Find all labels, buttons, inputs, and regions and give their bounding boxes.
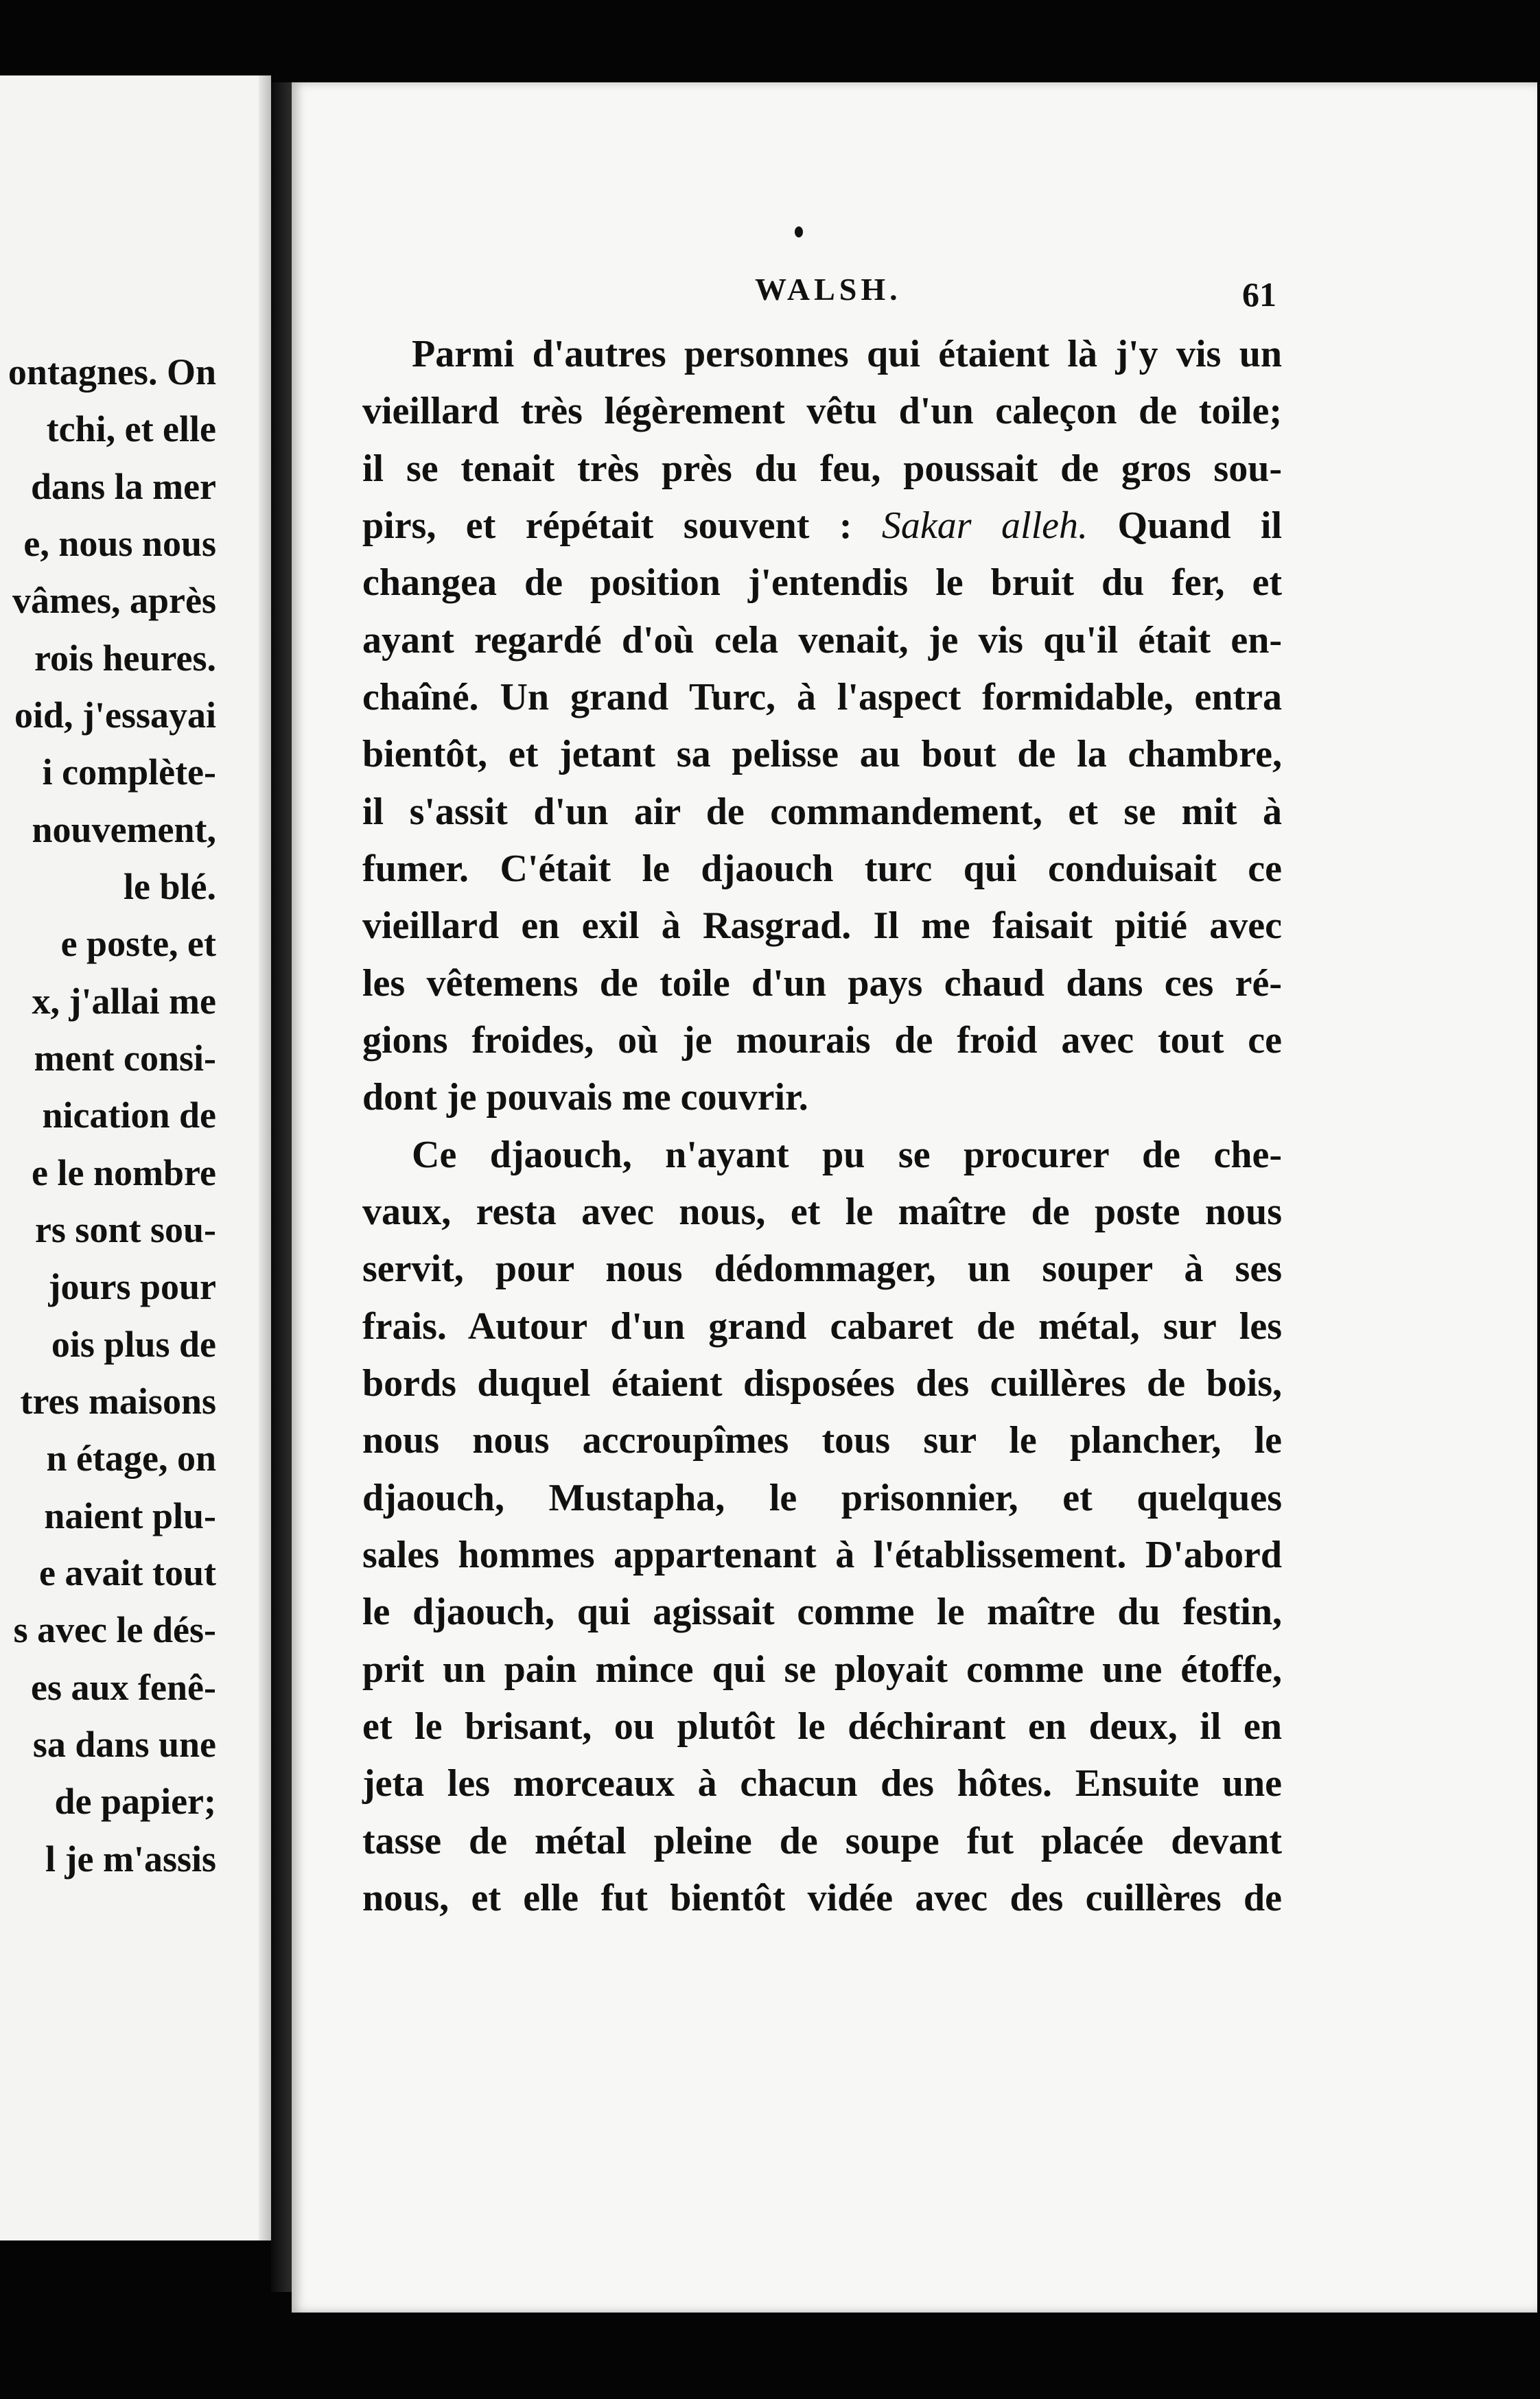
left-page-line: ontagnes. On xyxy=(8,351,216,393)
left-page-line: tchi, et elle xyxy=(46,408,216,449)
left-page-line: n étage, on xyxy=(46,1438,216,1479)
left-page-line: x, j'allai me xyxy=(32,981,216,1022)
body-text-line: et le brisant, ou plutôt le déchirant en deux, il en xyxy=(362,1705,1282,1748)
body-text-line: il se tenait très près du feu, poussait de gros sou- xyxy=(362,447,1282,490)
body-text-line: bords duquel étaient disposées des cuillères de bois, xyxy=(362,1362,1282,1405)
body-text-line: servit, pour nous dédommager, un souper à ses xyxy=(362,1248,1282,1290)
body-text-line: sales hommes appartenant à l'établissement. D'abord xyxy=(362,1534,1282,1576)
left-page-line: s avec le dés- xyxy=(13,1609,216,1650)
body-text-line: changea de position j'entendis le bruit du fer, et xyxy=(362,561,1282,604)
body-text-line: frais. Autour d'un grand cabaret de métal, sur les xyxy=(362,1305,1282,1348)
left-page-line: es aux fenê- xyxy=(31,1667,216,1708)
body-text-line: Ce djaouch, n'ayant pu se procurer de che- xyxy=(412,1134,1282,1176)
page-gutter-shadow xyxy=(259,75,271,2240)
left-page-line: e poste, et xyxy=(60,923,216,964)
left-page-line: vâmes, après xyxy=(12,580,216,621)
body-text-line: vieillard très légèrement vêtu d'un caleçon de toile; xyxy=(362,390,1282,432)
italic-phrase: Sakar alleh. xyxy=(881,504,1088,547)
page-number: 61 xyxy=(1242,275,1276,314)
body-text-line: jeta les morceaux à chacun des hôtes. Ensuite une xyxy=(362,1762,1282,1805)
left-page-line: nication de xyxy=(42,1095,216,1136)
body-text-line: chaîné. Un grand Turc, à l'aspect formidable, entra xyxy=(362,676,1282,718)
left-page-line: i complète- xyxy=(42,751,216,793)
body-text-line: Parmi d'autres personnes qui étaient là j'y vis un xyxy=(412,333,1282,375)
body-text-line: il s'assit d'un air de commandement, et se mit à xyxy=(362,791,1282,833)
body-text-line: nous, et elle fut bientôt vidée avec des cuillères de xyxy=(362,1877,1282,1919)
left-page-line: ois plus de xyxy=(51,1324,216,1365)
left-page-line: rois heures. xyxy=(34,637,216,679)
body-text-line: bientôt, et jetant sa pelisse au bout de la chambre, xyxy=(362,733,1282,775)
left-page-line: ment consi- xyxy=(34,1038,216,1079)
left-page-line: rs sont sou- xyxy=(34,1209,216,1250)
body-text-line: dont je pouvais me couvrir. xyxy=(362,1076,808,1119)
body-text-line: djaouch, Mustapha, le prisonnier, et quelques xyxy=(362,1477,1282,1519)
body-text-line: les vêtemens de toile d'un pays chaud dans ces ré- xyxy=(362,962,1282,1005)
body-text-line: fumer. C'était le djaouch turc qui conduisait ce xyxy=(362,847,1282,890)
left-page-line: e le nombre xyxy=(32,1152,216,1193)
left-page-line: e avait tout xyxy=(39,1552,216,1593)
left-page-line: l je m'assis xyxy=(45,1838,216,1880)
left-page-line: de papier; xyxy=(54,1781,216,1822)
body-text-line: ayant regardé d'où cela venait, je vis qu'il était en- xyxy=(362,619,1282,662)
ink-mark xyxy=(795,226,803,237)
body-text-line: le djaouch, qui agissait comme le maître du festin, xyxy=(362,1591,1282,1633)
body-text-segment: pirs, et répétait souvent : xyxy=(362,504,882,547)
left-page-line: e, nous nous xyxy=(23,523,216,564)
body-text-line: gions froides, où je mourais de froid avec tout ce xyxy=(362,1019,1282,1062)
left-page-line: oid, j'essayai xyxy=(14,694,216,736)
left-page-line: nouvement, xyxy=(32,809,216,850)
body-text-line xyxy=(362,506,1282,545)
body-text-line: nous nous accroupîmes tous sur le plancher, le xyxy=(362,1419,1282,1462)
body-text-segment: Quand il xyxy=(1088,504,1283,547)
previous-page-fragment xyxy=(0,75,271,2240)
left-page-line: jours pour xyxy=(48,1266,216,1307)
body-text-line: vieillard en exil à Rasgrad. Il me faisait pitié avec xyxy=(362,904,1282,947)
body-text-line: tasse de métal pleine de soupe fut placée devant xyxy=(362,1820,1282,1862)
running-head: WALSH. xyxy=(755,272,902,307)
left-page-line: sa dans une xyxy=(32,1724,216,1765)
left-page-line: le blé. xyxy=(124,866,216,907)
left-page-line: naient plu- xyxy=(44,1495,216,1536)
body-text-line: vaux, resta avec nous, et le maître de poste nous xyxy=(362,1191,1282,1233)
left-page-line: dans la mer xyxy=(31,466,216,507)
left-page-line: tres maisons xyxy=(20,1381,216,1422)
body-text-line: prit un pain mince qui se ployait comme une étoffe, xyxy=(362,1648,1282,1691)
